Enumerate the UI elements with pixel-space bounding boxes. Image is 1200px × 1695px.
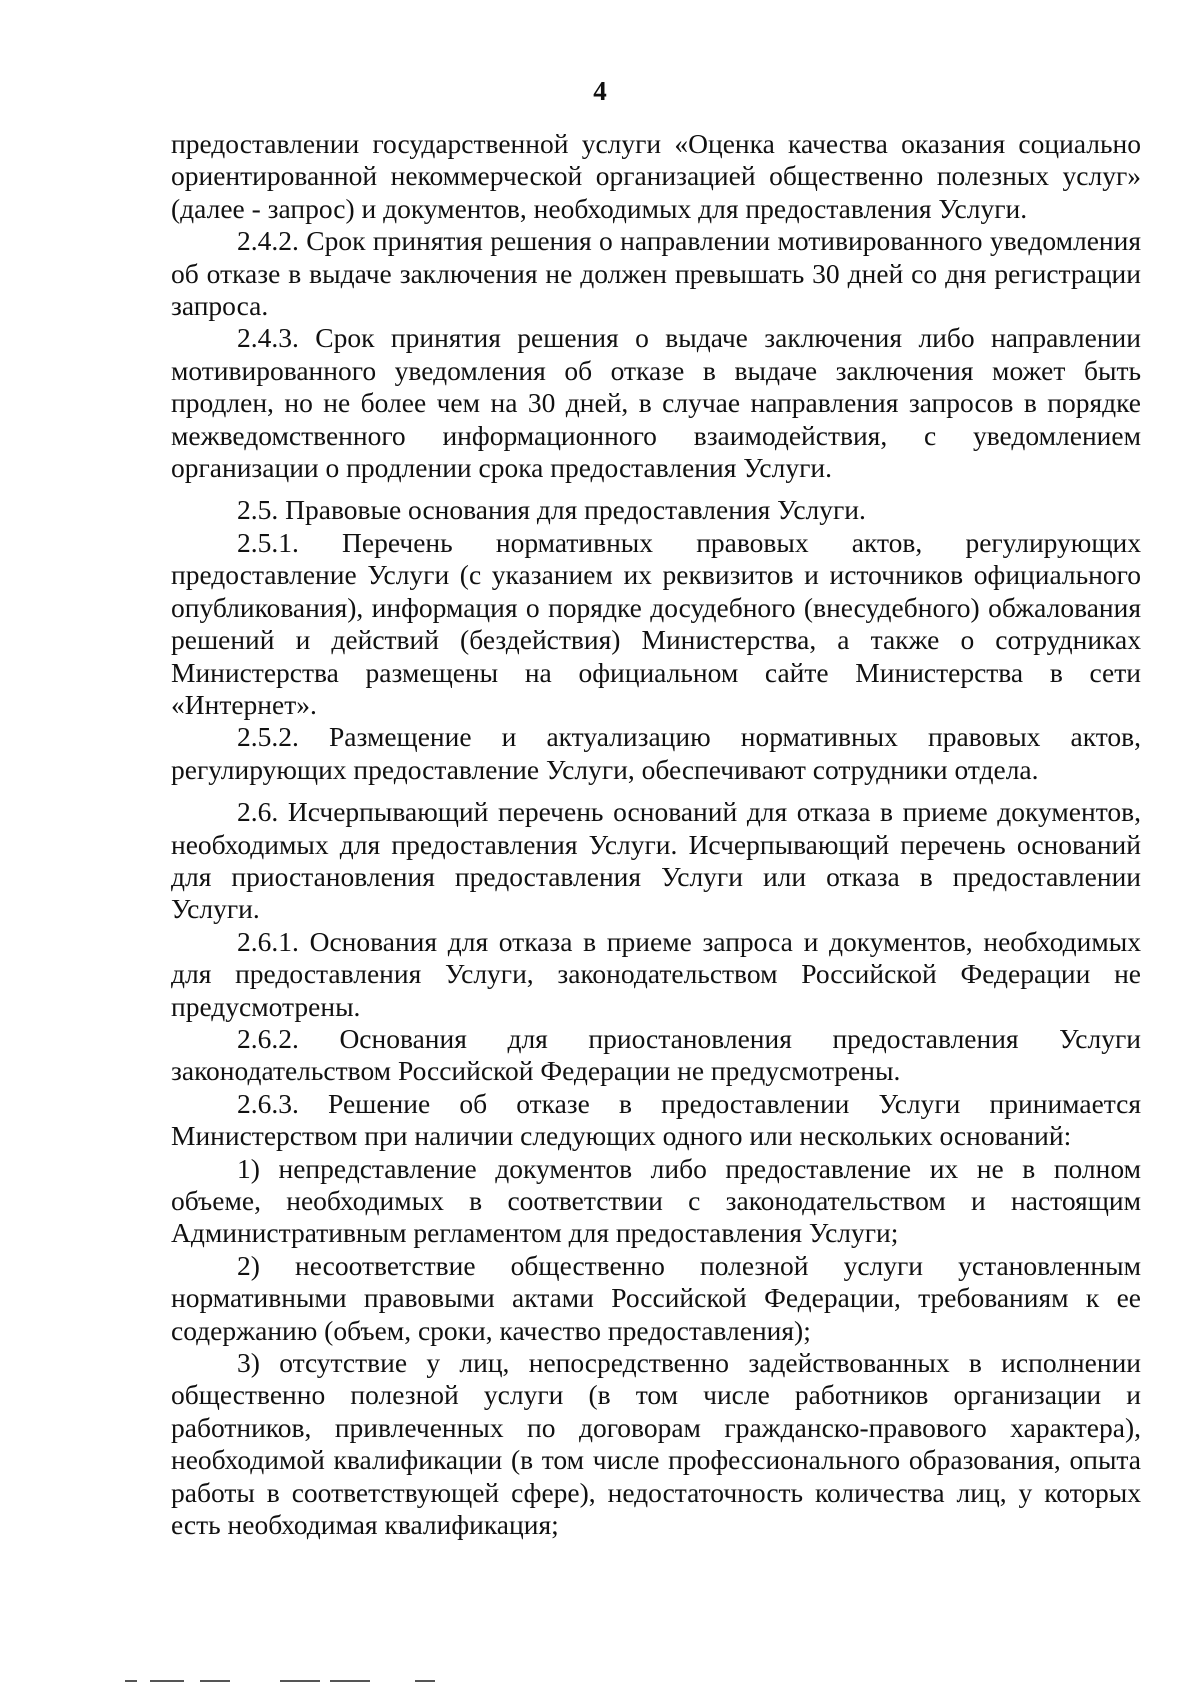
paragraph-2-6: 2.6. Исчерпывающий перечень оснований для отказа в приеме документов, необходимых для предоставления Услуги. Исчерпывающий перечень оснований для приостановления предоставления Услуги или отказа в предоставлении Услуги. — [171, 796, 1141, 925]
list-item-2: 2) несоответствие общественно полезной услуги установленным нормативными правовыми актами Российской Федерации, требованиям к ее содержанию (объем, сроки, качество предоставления); — [171, 1249, 1141, 1346]
scan-mark — [125, 1680, 137, 1682]
paragraph-2-5: 2.5. Правовые основания для предоставления Услуги. — [237, 494, 866, 526]
paragraph-2-5-2: 2.5.2. Размещение и актуализацию нормативных правовых актов, регулирующих предоставление Услуги, обеспечивают сотрудники отдела. — [171, 721, 1141, 785]
list-item-1: 1) непредставление документов либо предоставление их не в полном объеме, необходимых в соответствии с законодательством и настоящим Административным регламентом для предоставления Услуги; — [171, 1152, 1141, 1249]
scan-mark — [330, 1680, 370, 1682]
document-body — [171, 128, 1141, 1541]
scan-artifacts — [0, 1676, 1200, 1686]
paragraph-2-6-1: 2.6.1. Основания для отказа в приеме запроса и документов, необходимых для предоставления Услуги, законодательством Российской Федерации не предусмотрены. — [171, 925, 1141, 1022]
scan-mark — [200, 1680, 230, 1682]
scan-mark — [280, 1680, 320, 1682]
page-number: 4 — [593, 76, 607, 106]
paragraph-2-6-2: 2.6.2. Основания для приостановления предоставления Услуги законодательством Российской Федерации не предусмотрены. — [171, 1022, 1141, 1087]
scan-mark — [150, 1680, 184, 1682]
paragraph-continuation: предоставлении государственной услуги «Оценка качества оказания социально ориентированной некоммерческой организацией общественно полезных услуг» (далее - запрос) и документов, необходимых для предоставления Услуги. — [171, 128, 1141, 224]
list-item-3: 3) отсутствие у лиц, непосредственно задействованных в исполнении общественно полезной услуги (в том числе работников организации и работников, привлеченных по договорам гражданско-правового характера), необходимой квалификации (в том числе профессионального образования, опыта работы в соответствующей сфере), недостаточность количества лиц, у которых есть необходимая квалификация; — [171, 1347, 1141, 1541]
paragraph-2-4-3: 2.4.3. Срок принятия решения о выдаче заключения либо направлении мотивированного уведомления об отказе в выдаче заключения может быть продлен, но не более чем на 30 дней, в случае направления запросов в порядке межведомственного информационного взаимодействия, с уведомлением организации о продлении срока предоставления Услуги. — [171, 322, 1141, 484]
scan-mark — [415, 1680, 435, 1682]
paragraph-2-6-3: 2.6.3. Решение об отказе в предоставлении Услуги принимается Министерством при наличии следующих одного или нескольких оснований: — [171, 1087, 1141, 1152]
paragraph-2-5-1: 2.5.1. Перечень нормативных правовых актов, регулирующих предоставление Услуги (с указанием их реквизитов и источников официального опубликования), информация о порядке досудебного (внесудебного) обжалования решений и действий (бездействия) Министерства, а также о сотрудниках Министерства размещены на официальном сайте Министерства в сети «Интернет». — [171, 526, 1141, 720]
paragraph-2-4-2: 2.4.2. Срок принятия решения о направлении мотивированного уведомления об отказе в выдаче заключения не должен превышать 30 дней со дня регистрации запроса. — [171, 225, 1141, 322]
